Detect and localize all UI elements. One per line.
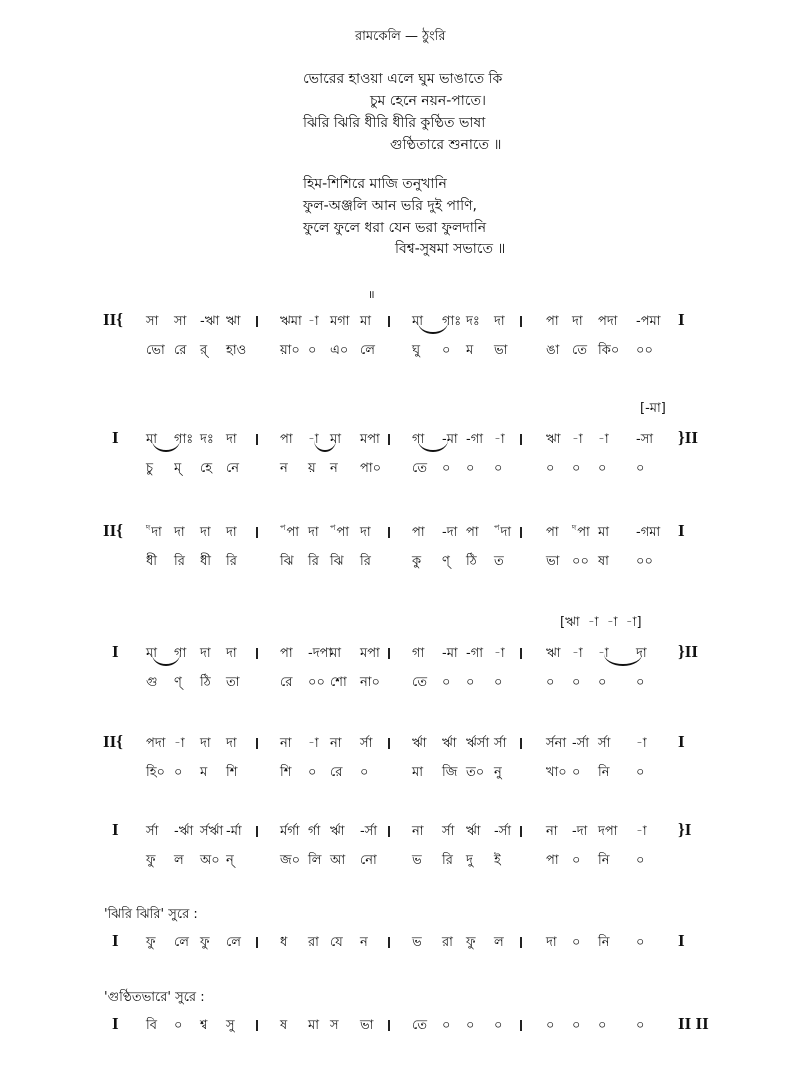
note-cell: -া — [494, 646, 505, 661]
lyric-syllable: গু — [146, 675, 158, 690]
lyric-syllable: ত — [494, 554, 504, 569]
note-cell: ০ — [494, 1018, 503, 1033]
note: পা — [577, 525, 590, 540]
note-cell: র্ঋা — [412, 736, 427, 751]
lyric-syllable: ন — [280, 461, 288, 476]
note-cell: মপা — [360, 646, 380, 661]
note-cell: দা — [572, 314, 583, 329]
lyric-syllable: ০ — [308, 765, 317, 780]
note-cell: ভ — [412, 935, 422, 950]
grace-note: প — [280, 523, 286, 532]
notation-row — [0, 523, 800, 583]
beat-separator — [388, 648, 390, 659]
lyric-syllable: না০ — [360, 675, 380, 690]
note-cell: -া — [598, 646, 609, 661]
lyric-syllable: ভা — [494, 343, 508, 358]
end-barline: I — [678, 521, 685, 540]
variant-label: 'গুণ্ঠিতভারে' সুরে : — [104, 990, 205, 1005]
note-cell: র্সা — [146, 824, 159, 839]
lyric-syllable: ন্ — [226, 853, 234, 868]
note-cell: -পমা — [636, 314, 661, 329]
note-cell: -মা — [442, 432, 458, 447]
lyric-syllable: য়া০ — [280, 343, 300, 358]
lyric-syllable: কু — [412, 554, 422, 569]
note-cell: দা — [226, 646, 237, 661]
note-cell: -র্মা — [226, 824, 242, 839]
lyric-syllable: কি০ — [598, 343, 620, 358]
note-cell: ০ — [636, 935, 645, 950]
lyric-syllable: আ — [330, 853, 346, 868]
lyric-syllable: য় — [308, 461, 316, 476]
notation-row — [0, 822, 800, 882]
note-cell: র্সা — [360, 736, 373, 751]
lyric-syllable: ভো — [146, 343, 165, 358]
note-cell: র্মর্গা — [280, 824, 300, 839]
note-cell: যে — [330, 935, 343, 950]
note-cell — [280, 523, 299, 544]
lyric-syllable: ০ — [572, 675, 581, 690]
lyric-syllable: ০ — [466, 675, 475, 690]
lyric-syllable: ০ — [442, 343, 451, 358]
lyric-syllable: রি — [226, 554, 237, 569]
lyric-syllable: ০০ — [572, 554, 589, 569]
start-barline: II{ — [103, 310, 123, 329]
note-cell: না — [546, 824, 558, 839]
note-cell: ভা — [360, 1018, 374, 1033]
note-cell: লে — [174, 935, 189, 950]
poem-line: ঝিরি ঝিরি ধীরি ধীরি কুণ্ঠিত ভাষা — [303, 115, 486, 131]
beat-separator — [520, 1020, 522, 1031]
note-cell: দা — [226, 736, 237, 751]
lyric-syllable: রি — [174, 554, 185, 569]
lyric-syllable: ধী — [146, 554, 158, 569]
lyric-syllable: ০০ — [636, 554, 653, 569]
note-cell: দা — [360, 525, 371, 540]
end-barline: }II — [678, 428, 698, 447]
notation-row — [0, 312, 800, 372]
beat-separator — [520, 826, 522, 837]
lyric-syllable: ঝি — [280, 554, 294, 569]
note-cell: ধ — [280, 935, 288, 950]
note-cell: র্সা — [442, 824, 455, 839]
note-cell: রা — [308, 935, 319, 950]
lyric-syllable: ঠি — [466, 554, 477, 569]
start-barline: I — [112, 820, 119, 839]
note-cell: দা — [174, 525, 185, 540]
poem-line: বিশ্ব-সুষমা সভাতে ॥ — [395, 241, 506, 257]
end-barline: II II — [678, 1014, 709, 1033]
lyric-syllable: জি — [442, 765, 458, 780]
note-cell: -দা — [572, 824, 588, 839]
note-cell: গাঃ — [174, 432, 194, 447]
lyric-syllable: অ০ — [200, 853, 220, 868]
poem-line: গুণ্ঠিতারে শুনাতে ॥ — [390, 137, 502, 153]
beat-separator — [256, 434, 258, 445]
lyric-syllable: ফু — [146, 853, 156, 868]
lyric-syllable: ০ — [572, 765, 581, 780]
notation-row — [0, 734, 800, 794]
note-cell: ০ — [572, 1018, 581, 1033]
beat-separator — [520, 937, 522, 948]
note-cell: র্সনা — [546, 736, 567, 751]
note-cell: পা — [546, 525, 559, 540]
note-cell: দা — [200, 736, 211, 751]
note-cell: স — [330, 1018, 339, 1033]
beat-separator — [256, 937, 258, 948]
lyric-syllable: রি — [442, 853, 453, 868]
end-barline: }I — [678, 820, 692, 839]
note-cell: র্সা — [494, 736, 507, 751]
bracket-annotation: [-মা] — [640, 401, 666, 416]
note-cell: মা — [330, 646, 341, 661]
note-cell: ঋা — [546, 432, 561, 447]
note-cell: -ঋা — [200, 314, 220, 329]
lyric-syllable: ০ — [360, 765, 369, 780]
beat-separator — [388, 738, 390, 749]
note: পা — [286, 525, 300, 540]
note-cell: গা — [412, 432, 425, 447]
notation-row — [0, 1016, 800, 1076]
note-cell: -া — [636, 824, 647, 839]
note-cell: নি — [598, 935, 610, 950]
lyric-syllable: মা — [412, 765, 423, 780]
poem-line: ফুল-অঞ্জলি আন ভরি দুই পাণি, — [303, 198, 477, 214]
note-cell: মা — [360, 314, 371, 329]
note-cell: সু — [226, 1018, 235, 1033]
note-cell: গা — [174, 646, 187, 661]
lyric-syllable: ০ — [546, 461, 555, 476]
poem-line: ভোরের হাওয়া এলে ঘুম ভাঙাতে কি — [303, 71, 503, 87]
note-cell: দঃ — [200, 432, 214, 447]
start-barline: I — [112, 642, 119, 661]
lyric-syllable: ০ — [442, 675, 451, 690]
note-cell: ০ — [174, 1018, 183, 1033]
beat-separator — [256, 527, 258, 538]
lyric-syllable: ই — [494, 853, 501, 868]
notation-row — [0, 615, 800, 704]
grace-note: দ — [146, 523, 151, 532]
lyric-syllable: ০ — [466, 461, 475, 476]
start-barline: I — [112, 428, 119, 447]
note-cell: -র্ঋা — [174, 824, 194, 839]
note-cell: ষ — [280, 1018, 288, 1033]
note-cell: শ্ব — [200, 1018, 208, 1033]
lyric-syllable: রি — [360, 554, 371, 569]
start-barline: II{ — [103, 521, 123, 540]
note-cell: ফু — [146, 935, 156, 950]
note-cell: মা — [146, 432, 157, 447]
lyric-syllable: ০ — [442, 461, 451, 476]
note-cell: বি — [146, 1018, 157, 1033]
end-barline: I — [678, 931, 685, 950]
note-cell: লে — [226, 935, 241, 950]
lyric-syllable: ০ — [494, 675, 503, 690]
note-cell: ল — [494, 935, 504, 950]
lyric-syllable: তা — [226, 675, 240, 690]
lyric-syllable: রি — [308, 554, 319, 569]
variant-label: 'ঝিরি ঝিরি' সুরে : — [104, 907, 198, 922]
lyric-syllable: লি — [308, 853, 322, 868]
note-cell: দা — [494, 314, 505, 329]
note-cell: র্ঋা — [330, 824, 345, 839]
beat-separator — [256, 648, 258, 659]
note: দা — [151, 525, 162, 540]
beat-separator — [520, 434, 522, 445]
note-cell: -া — [572, 646, 583, 661]
lyric-syllable: ভা — [546, 554, 560, 569]
note-cell: পা — [412, 525, 425, 540]
beat-separator — [388, 316, 390, 327]
lyric-syllable: ০ — [546, 675, 555, 690]
note-cell: ০ — [572, 935, 581, 950]
lyric-syllable: ম — [466, 343, 474, 358]
lyric-syllable: ঠি — [200, 675, 211, 690]
lyric-syllable: নি — [598, 853, 610, 868]
lyric-syllable: পা০ — [360, 461, 382, 476]
note-cell: সা — [174, 314, 187, 329]
note-cell: দা — [226, 525, 237, 540]
note-cell: মা — [330, 432, 341, 447]
lyric-syllable: খা০ — [546, 765, 567, 780]
lyric-syllable: হি০ — [146, 765, 166, 780]
lyric-syllable: ম — [200, 765, 208, 780]
note-cell: পা — [466, 525, 479, 540]
lyric-syllable: জ০ — [280, 853, 301, 868]
lyric-syllable: ০ — [636, 461, 645, 476]
lyric-syllable: র্ — [200, 343, 208, 358]
lyric-syllable: ঘু — [412, 343, 421, 358]
beat-separator — [520, 316, 522, 327]
bracket-annotation: [ঋা -া -া -া] — [560, 615, 642, 630]
lyric-syllable: ভ — [412, 853, 422, 868]
end-barline: I — [678, 310, 685, 329]
lyric-syllable: রে — [174, 343, 187, 358]
lyric-syllable: ত০ — [466, 765, 485, 780]
note-cell: দা — [226, 432, 237, 447]
grace-note: দ — [572, 523, 577, 532]
start-barline: I — [112, 1014, 119, 1033]
grace-note: প — [494, 523, 500, 532]
note-cell: পদা — [146, 736, 166, 751]
note-cell: গা — [412, 646, 425, 661]
start-barline: II{ — [103, 732, 123, 751]
lyric-syllable: ০ — [636, 675, 645, 690]
note-cell: -গা — [466, 432, 483, 447]
beat-separator — [388, 1020, 390, 1031]
section-mark: ॥ — [368, 288, 375, 301]
lyric-syllable: রে — [330, 765, 343, 780]
note-cell: ০ — [546, 1018, 555, 1033]
lyric-syllable: ০০ — [308, 675, 325, 690]
lyric-syllable: রে — [280, 675, 293, 690]
lyric-syllable: ণ্ — [174, 675, 182, 690]
note-cell: -সা — [636, 432, 654, 447]
lyric-syllable: ০ — [572, 853, 581, 868]
lyric-syllable: ০ — [572, 461, 581, 476]
note-cell: -মা — [442, 646, 458, 661]
note-cell: মা — [146, 646, 157, 661]
note-cell: ০ — [598, 1018, 607, 1033]
note-cell: -া — [494, 432, 505, 447]
note-cell: -র্সা — [572, 736, 590, 751]
note-cell: র্ঋা — [466, 824, 481, 839]
lyric-syllable: ধী — [200, 554, 212, 569]
note: পা — [336, 525, 350, 540]
lyric-syllable: ০ — [308, 343, 317, 358]
note-cell: ন — [360, 935, 368, 950]
end-barline: }II — [678, 642, 698, 661]
note-cell: মগা — [330, 314, 350, 329]
beat-separator — [388, 937, 390, 948]
notation-row — [0, 933, 800, 993]
lyric-syllable: হাও — [226, 343, 247, 358]
beat-separator — [388, 527, 390, 538]
lyric-syllable: ঙা — [546, 343, 560, 358]
beat-separator — [520, 527, 522, 538]
beat-separator — [256, 1020, 258, 1031]
note-cell: ০ — [636, 1018, 645, 1033]
note-cell: দা — [636, 646, 647, 661]
note-cell: পা — [280, 646, 293, 661]
lyric-syllable: ল — [174, 853, 184, 868]
lyric-syllable: পা — [546, 853, 559, 868]
note-cell: গাঃ — [442, 314, 462, 329]
note-cell: মপা — [360, 432, 380, 447]
poem-line: হিম-শিশিরে মাজি তনুখানি — [303, 176, 447, 192]
notation-row — [0, 401, 800, 490]
note-cell: র্সর্ঋা — [200, 824, 224, 839]
note-cell: তে — [412, 1018, 428, 1033]
note-cell — [146, 523, 162, 544]
lyric-syllable: শো — [330, 675, 347, 690]
note: দা — [500, 525, 512, 540]
note-cell: না — [330, 736, 342, 751]
start-barline: I — [112, 931, 119, 950]
lyric-syllable: নো — [360, 853, 377, 868]
note-cell: -া — [598, 432, 609, 447]
note-cell: দা — [546, 935, 557, 950]
lyric-syllable: এ০ — [330, 343, 349, 358]
lyric-syllable: ঝি — [330, 554, 344, 569]
lyric-syllable: ষা — [598, 554, 609, 569]
lyric-syllable: ০ — [598, 461, 607, 476]
lyric-syllable: দু — [466, 853, 473, 868]
note-cell: ফু — [466, 935, 476, 950]
note-cell: মা — [598, 525, 609, 540]
lyric-syllable: ০ — [636, 853, 645, 868]
note-cell: -দপা — [308, 646, 333, 661]
note-cell: দঃ — [466, 314, 480, 329]
note-cell: ০ — [442, 1018, 451, 1033]
note-cell: রা — [442, 935, 453, 950]
note-cell: র্ঋা — [442, 736, 457, 751]
note-cell: -র্সা — [360, 824, 378, 839]
beat-separator — [256, 826, 258, 837]
lyric-syllable: ০ — [494, 461, 503, 476]
note-cell: র্সা — [598, 736, 611, 751]
lyric-syllable: ণ্ — [442, 554, 450, 569]
note-cell: -া — [636, 736, 647, 751]
note-cell: -র্সা — [494, 824, 512, 839]
note-cell: না — [280, 736, 292, 751]
beat-separator — [388, 826, 390, 837]
lyric-syllable: ০ — [174, 765, 183, 780]
beat-separator — [256, 738, 258, 749]
lyric-syllable: তে — [412, 675, 428, 690]
note-cell: ঋা — [546, 646, 561, 661]
note-cell: র্গা — [308, 824, 321, 839]
note-cell: -গা — [466, 646, 483, 661]
note-cell: -া — [308, 432, 319, 447]
lyric-syllable: চু — [146, 461, 154, 476]
beat-separator — [520, 648, 522, 659]
beat-separator — [256, 316, 258, 327]
note-cell: ঋমা — [280, 314, 302, 329]
note-cell: দা — [200, 646, 211, 661]
end-barline: I — [678, 732, 685, 751]
lyric-syllable: ০০ — [636, 343, 653, 358]
note-cell: ঋা — [226, 314, 241, 329]
note-cell: মা — [412, 314, 423, 329]
lyric-syllable: ০ — [598, 675, 607, 690]
note-cell: দা — [308, 525, 319, 540]
note-cell — [330, 523, 349, 544]
note-cell: -া — [308, 314, 319, 329]
note-cell — [572, 523, 590, 544]
lyric-syllable: তে — [572, 343, 588, 358]
lyric-syllable: ন — [330, 461, 338, 476]
lyric-syllable: নি — [598, 765, 610, 780]
lyric-syllable: নে — [226, 461, 240, 476]
lyric-syllable: তে — [412, 461, 428, 476]
song-title: রামকেলি — ঠুংরি — [355, 29, 446, 44]
note-cell: -দা — [442, 525, 458, 540]
note-cell: দা — [200, 525, 211, 540]
note-cell: না — [412, 824, 424, 839]
lyric-syllable: ম্ — [174, 461, 182, 476]
note-cell: -া — [308, 736, 319, 751]
grace-note: প — [330, 523, 336, 532]
lyric-syllable: লে — [360, 343, 375, 358]
lyric-syllable: শি — [280, 765, 292, 780]
note-cell: সা — [146, 314, 159, 329]
note-cell: মা — [308, 1018, 319, 1033]
note-cell: ফু — [200, 935, 210, 950]
lyric-syllable: নু — [494, 765, 502, 780]
poem-line: ফুলে ফুলে ধরা যেন ভরা ফুলদানি — [303, 220, 487, 236]
note-cell: পা — [546, 314, 559, 329]
note-cell: র্ঋর্সা — [466, 736, 490, 751]
beat-separator — [520, 738, 522, 749]
note-cell: ০ — [466, 1018, 475, 1033]
lyric-syllable: শি — [226, 765, 238, 780]
note-cell: পদা — [598, 314, 618, 329]
lyric-syllable: হে — [200, 461, 213, 476]
lyric-syllable: ০ — [636, 765, 645, 780]
poem-line: চুম হেনে নয়ন-পাতে। — [370, 93, 486, 109]
note-cell: -গমা — [636, 525, 661, 540]
note-cell: দপা — [598, 824, 618, 839]
note-cell: পা — [280, 432, 293, 447]
note-cell: -া — [174, 736, 185, 751]
note-cell: -া — [572, 432, 583, 447]
note-cell — [494, 523, 511, 544]
beat-separator — [388, 434, 390, 445]
